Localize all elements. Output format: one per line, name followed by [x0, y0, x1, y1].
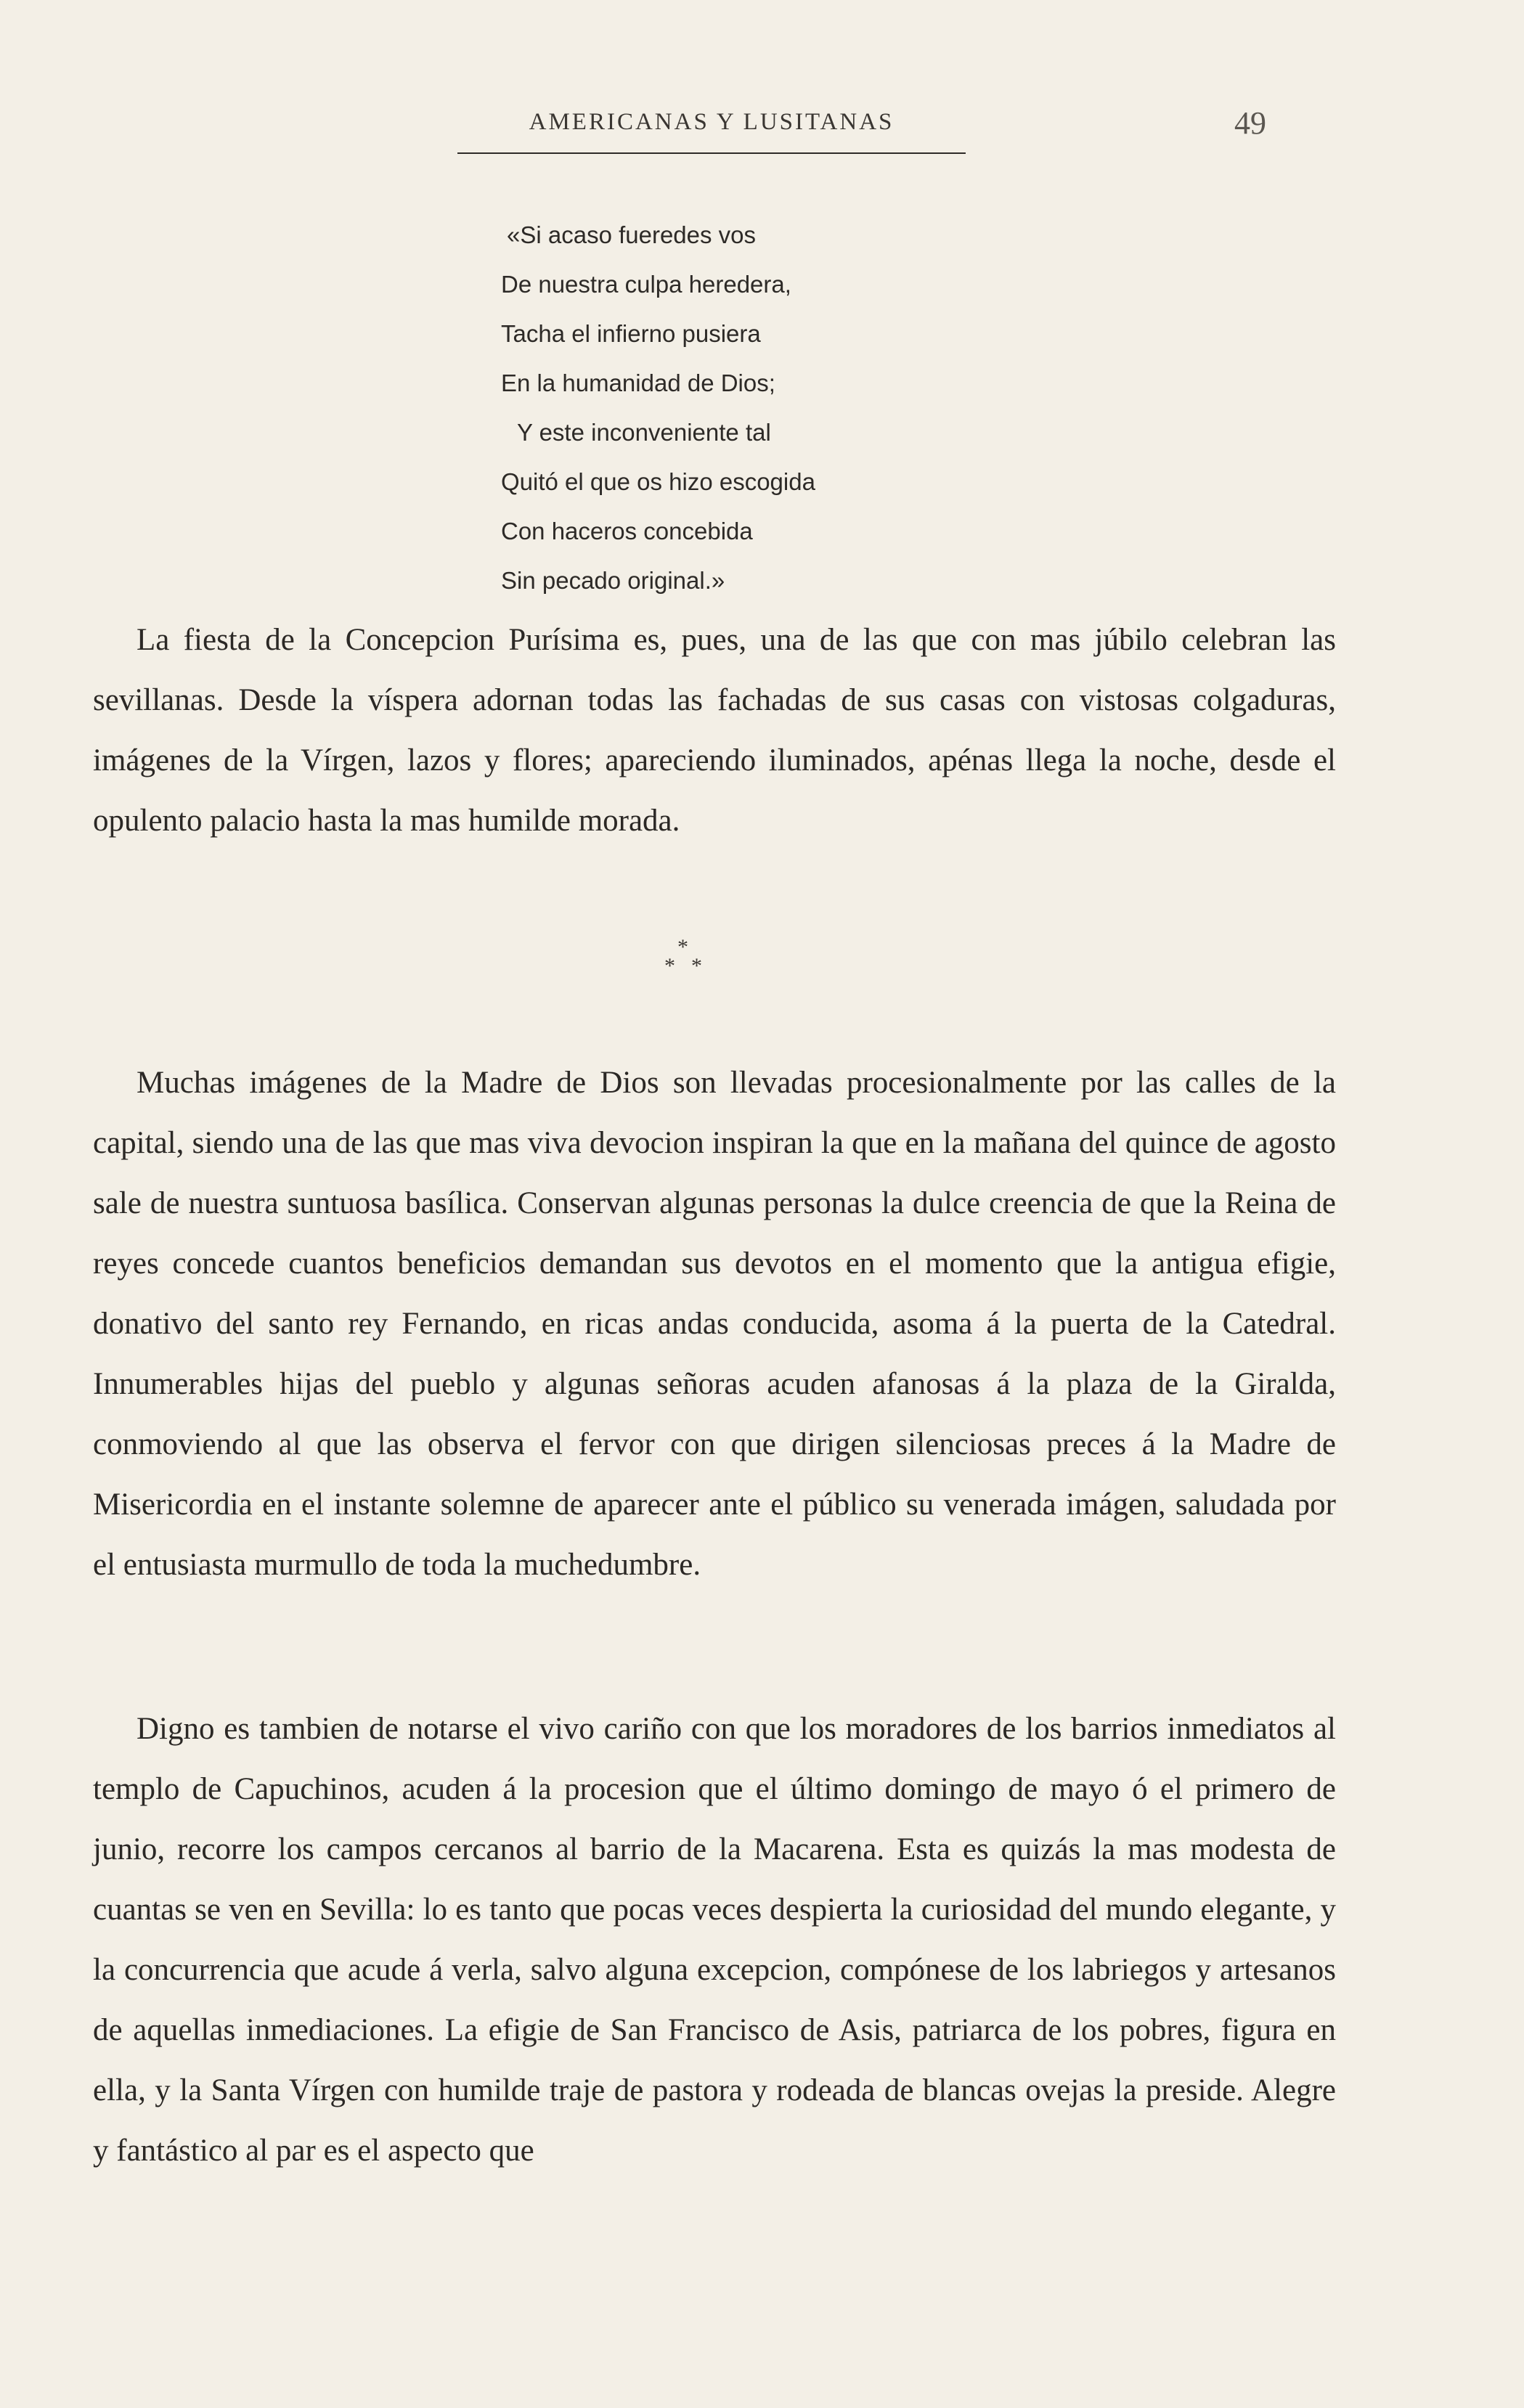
page-number: 49 [1234, 105, 1266, 141]
verse-line: Quitó el que os hizo escogida [501, 468, 815, 495]
verse-line: Y este inconveniente tal [517, 419, 771, 446]
asterisk-mark: * [677, 935, 688, 959]
paragraph-capuchinos [93, 1699, 1336, 2181]
asterisk-mark: * [664, 954, 675, 978]
verse-line: Sin pecado original.» [501, 567, 725, 594]
paragraph-text: La fiesta de la Concepcion Purísima es, pues, una de las que con mas júbilo celebran las sevillanas. Desde la víspera adornan todas las fachadas de sus casas con vistosas colgaduras, imágenes de la Vírgen, lazos y flores; apareciendo iluminados, apénas llega la noche, desde el opulento palacio hasta la mas humilde morada. [93, 623, 1336, 838]
paragraph-procesiones [93, 1053, 1336, 1595]
verse-line: De nuestra culpa heredera, [501, 271, 791, 298]
header-rule [457, 152, 966, 154]
verse-block [501, 211, 1154, 605]
running-title: AMERICANAS Y LUSITANAS [529, 109, 895, 135]
verse-line: En la humanidad de Dios; [501, 370, 775, 396]
verse-line: «Si acaso fueredes vos [507, 221, 757, 248]
running-header [0, 105, 1524, 167]
paragraph-text: Digno es tambien de notarse el vivo cariño con que los moradores de los barrios inmediatos al templo de Capuchinos, acuden á la procesion que el último domingo de mayo ó el primero de junio, recorre los campos cercanos al barrio de la Macarena. Esta es quizás la mas modesta de cuantas se ven en Sevilla: lo es tanto que pocas veces despierta la curiosidad del mundo elegante, y la concurrencia que acude á verla, salvo alguna excepcion, compónese de los labriegos y artesanos de aquellas inmediaciones. La efigie de San Francisco de Asis, patriarca de los pobres, figura en ella, y la Santa Vírgen con humilde traje de pastora y rodeada de blancas ovejas la preside. Alegre y fantástico al par es el aspecto que [93, 1712, 1336, 2168]
paragraph-concepcion [93, 610, 1336, 851]
verse-line: Con haceros concebida [501, 518, 753, 544]
asterisk-mark: * [691, 954, 702, 978]
asterism-divider [653, 936, 726, 995]
paragraph-text: Muchas imágenes de la Madre de Dios son llevadas procesionalmente por las calles de la capital, siendo una de las que mas viva devocion inspiran la que en la mañana del quince de agosto sale de nuestra suntuosa basílica. Conservan algunas personas la dulce creencia de que la Reina de reyes concede cuantos beneficios demandan sus devotos en el momento que la antigua efigie, donativo del santo rey Fernando, en ricas andas conducida, asoma á la puerta de la Catedral. Innumerables hijas del pueblo y algunas señoras acuden afanosas á la plaza de la Giralda, conmoviendo al que las observa el fervor con que dirigen silenciosas preces á la Madre de Misericordia en el instante solemne de aparecer ante el público su venerada imágen, saludada por el entusiasta murmullo de toda la muchedumbre. [93, 1066, 1336, 1582]
verse-line: Tacha el infierno pusiera [501, 320, 761, 347]
